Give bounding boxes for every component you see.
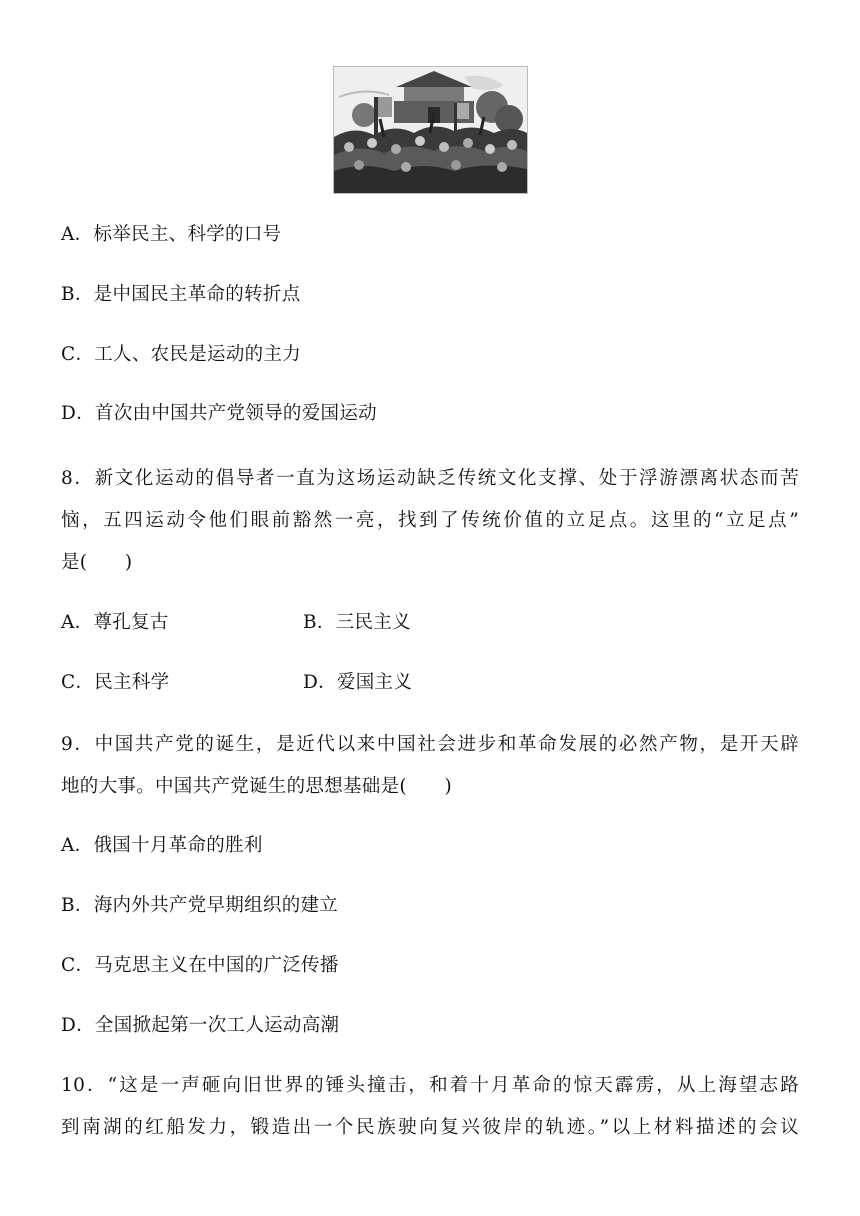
q8-option-b: B．三民主义 [303, 612, 411, 633]
q7-option-b: B．是中国民主革命的转折点 [61, 284, 301, 305]
q10-stem-line-2: 到南湖的红船发力，锻造出一个民族驶向复兴彼岸的轨迹。”以上材料描述的会议 [61, 1117, 799, 1138]
q10-stem-line-1: 10．“这是一声砸向旧世界的锤头撞击，和着十月革命的惊天霹雳，从上海望志路 [61, 1075, 799, 1096]
q9-stem-line-1: 9．中国共产党的诞生，是近代以来中国社会进步和革命发展的必然产物，是开天辟 [61, 734, 799, 755]
q9-option-d: D．全国掀起第一次工人运动高潮 [61, 1015, 340, 1036]
may-fourth-illustration [333, 66, 528, 194]
q8-stem-line-2: 恼，五四运动令他们眼前豁然一亮，找到了传统价值的立足点。这里的“立足点” [61, 510, 799, 531]
q9-option-a: A．俄国十月革命的胜利 [61, 835, 263, 856]
q8-option-a: A．尊孔复古 [61, 612, 169, 633]
q9-option-b: B．海内外共产党早期组织的建立 [61, 895, 339, 916]
q8-option-c: C．民主科学 [61, 672, 170, 693]
q9-option-c: C．马克思主义在中国的广泛传播 [61, 955, 339, 976]
q7-option-c: C．工人、农民是运动的主力 [61, 344, 302, 365]
q7-option-a: A．标举民主、科学的口号 [61, 224, 282, 245]
q8-stem-line-3: 是( ) [61, 552, 133, 573]
q9-stem-line-2: 地的大事。中国共产党诞生的思想基础是( ) [61, 776, 453, 797]
q8-stem-line-1: 8．新文化运动的倡导者一直为这场运动缺乏传统文化支撑、处于浮游漂离状态而苦 [61, 468, 799, 489]
q7-option-d: D．首次由中国共产党领导的爱国运动 [61, 403, 377, 424]
q8-option-d: D．爱国主义 [303, 672, 413, 693]
illustration-drawing [334, 67, 527, 193]
